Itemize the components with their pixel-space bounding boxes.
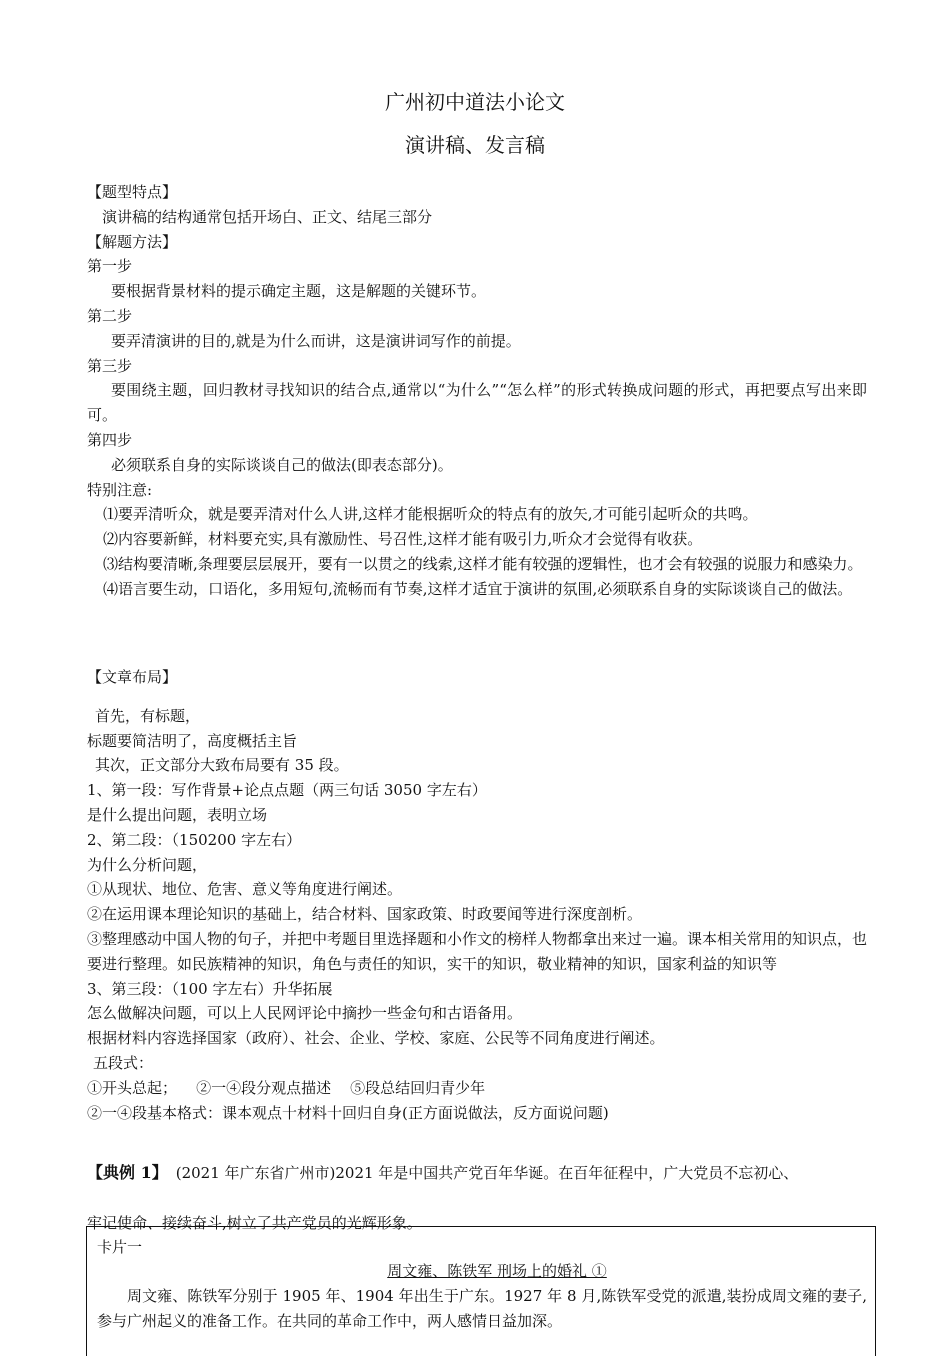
step-label: 第三步 (87, 356, 133, 375)
example-line-1 (87, 1160, 877, 1186)
heading-features: 【题型特点】 (87, 183, 178, 201)
material-card (86, 1226, 876, 1356)
layout-section (87, 665, 867, 1125)
list-item: ②在运用课本理论知识的基础上，结合材料、国家政策、时政要闻等进行深度剖析。 (87, 905, 643, 924)
paragraph: 怎么做解决问题，可以上人民网评论中摘抄一些金句和古语备用。 (87, 1004, 523, 1023)
note-heading: 特别注意: (87, 480, 153, 499)
paragraph: 2、第二段：（150200 字左右） (87, 830, 302, 849)
paragraph: 为什么分析问题， (87, 855, 208, 874)
paragraph: 首先，有标题， (95, 706, 201, 725)
example-line-2: 牢记使命、接续奋斗,树立了共产党员的光辉形象。 (87, 1214, 422, 1232)
example-question (87, 1160, 877, 1236)
note-item: ⑵内容要新鲜，材料要充实,具有激励性、号召性,这样才能有吸引力,听众才会觉得有收获。 (103, 530, 703, 549)
spacer (87, 690, 867, 704)
step-label: 第一步 (87, 257, 133, 276)
list-item: ①从现状、地位、危害、意义等角度进行阐述。 (87, 880, 403, 899)
heading-method: 【解题方法】 (87, 232, 178, 251)
paragraph: ②一④段基本格式：课本观点十材料十回归自身(正方面说做法，反方面说问题) (87, 1103, 609, 1122)
paragraph: 必须联系自身的实际谈谈自己的做法(即表态部分)。 (111, 455, 453, 474)
paragraph: 3、第三段：（100 字左右）升华拓展 (87, 979, 333, 998)
page-subtitle: 演讲稿、发言稿 (405, 133, 545, 157)
paragraph: 演讲稿的结构通常包括开场白、正文、结尾三部分 (102, 207, 433, 226)
paragraph: 其次，正文部分大致布局要有 35 段。 (95, 756, 349, 775)
step-label: 第四步 (87, 430, 133, 449)
heading-layout: 【文章布局】 (87, 668, 178, 686)
card-label: 卡片一 (97, 1238, 143, 1256)
note-item: ⑷语言要生动，口语化，多用短句,流畅而有节奏,这样才适宜于演讲的氛围,必须联系自身的实际谈谈自己的做法。 (103, 579, 853, 598)
note-item: ⑴要弄清听众，就是要弄清对什么人讲,这样才能根据听众的特点有的放矢,才可能引起听众的共鸣。 (103, 505, 758, 524)
paragraph: 要围绕主题，回归教材寻找知识的结合点,通常以“为什么”“怎么样”的形式转换成问题的形式，再把要点写出来即可。 (87, 381, 867, 425)
paragraph: ①开头总起； ②一④段分观点描述 ⑤段总结回归青少年 (87, 1078, 486, 1097)
paragraph: 要根据背景材料的提示确定主题，这是解题的关键环节。 (111, 282, 487, 301)
card-body (97, 1284, 867, 1334)
card-paragraph: 周文雍、陈铁军分别于 1905 年、1904 年出生于广东。1927 年 8 月,陈铁军受党的派遣,装扮成周文雍的妻子,参与广州起义的准备工作。在共同的革命工作中，两人感情日益加深。 (97, 1287, 867, 1330)
list-item: ③整理感动中国人物的句子，并把中考题目里选择题和小作文的榜样人物都拿出来过一遍。课本相关常用的知识点，也要进行整理。如民族精神的知识，角色与责任的知识，实干的知识，敬业精神的知识，国家利益的知识等 (87, 929, 868, 973)
paragraph: 是什么提出问题，表明立场 (87, 805, 268, 824)
method-section (87, 180, 867, 602)
paragraph: 根据材料内容选择国家（政府）、社会、企业、学校、家庭、公民等不同角度进行阐述。 (87, 1029, 665, 1048)
step-label: 第二步 (87, 306, 133, 325)
page-title: 广州初中道法小论文 (385, 90, 565, 114)
note-item: ⑶结构要清晰,条理要层层展开，要有一以贯之的线索,这样才能有较强的逻辑性，也才会有较强的说服力和感染力。 (103, 554, 863, 573)
card-title (87, 1259, 877, 1284)
example-text: (2021 年广东省广州市)2021 年是中国共产党百年华诞。在百年征程中，广大党员不忘初心、 (175, 1164, 799, 1182)
card-title-text: 周文雍、陈铁军 刑场上的婚礼 ① (387, 1262, 607, 1280)
paragraph: 标题要简洁明了，高度概括主旨 (87, 731, 298, 750)
paragraph: 1、第一段：写作背景+论点点题（两三句话 3050 字左右） (87, 781, 487, 800)
example-label: 【典例 1】 (87, 1163, 168, 1182)
paragraph: 要弄清演讲的目的,就是为什么而讲，这是演讲词写作的前提。 (111, 331, 521, 350)
paragraph: 五段式： (93, 1053, 154, 1072)
